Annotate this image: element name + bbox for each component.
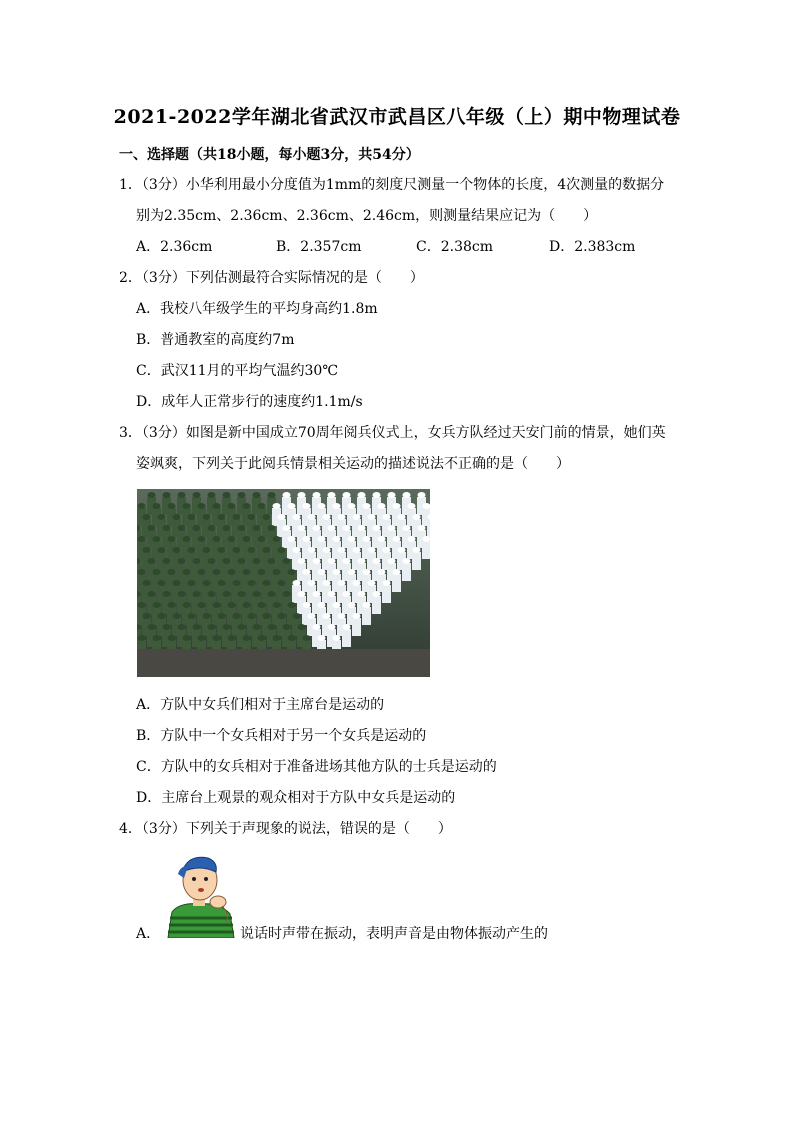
soldier-cap [338,613,346,619]
soldier-cap [153,635,161,641]
soldier-figure [342,629,351,647]
q2-stem: 2．（3分）下列估测最符合实际情况的是（ ） [119,270,424,286]
soldier-cap [228,536,236,542]
soldier-cap [298,591,306,597]
soldier-cap [158,580,166,586]
soldier-cap [163,624,171,630]
soldier-cap [183,536,191,542]
section-heading: 一、选择题（共18小题，每小题3分，共54分） [119,147,420,163]
soldier-figure [412,552,421,570]
soldier-cap [268,591,276,597]
soldier-cap [183,602,191,608]
soldier-cap [203,514,211,520]
soldier-cap [323,580,331,586]
soldier-cap [168,569,176,575]
parade-photo [137,489,430,677]
q1-stem-line1: 1．（3分）小华利用最小分度值为1mm的刻度尺测量一个物体的长度，4次测量的数据分 [119,177,665,193]
soldier-cap [318,536,326,542]
soldier-cap [198,569,206,575]
soldier-cap [238,624,246,630]
soldier-cap [408,536,416,542]
soldier-cap [208,591,216,597]
soldier-cap [223,624,231,630]
soldier-cap [153,569,161,575]
soldier-cap [313,624,321,630]
soldier-cap [258,602,266,608]
soldier-cap [153,602,161,608]
q3-option-b: B．方队中一个女兵相对于另一个女兵是运动的 [136,728,427,744]
soldier-cap [193,492,201,498]
soldier-cap [368,547,376,553]
soldier-cap [368,514,376,520]
soldier-cap [178,591,186,597]
soldier-cap [353,514,361,520]
soldier-cap [223,591,231,597]
soldier-cap [188,613,196,619]
soldier-cap [233,613,241,619]
soldier-cap [238,492,246,498]
soldier-cap [228,602,236,608]
soldier-cap [228,569,236,575]
soldier-cap [328,558,336,564]
soldier-cap [188,514,196,520]
q4-option-a-label: A． [136,926,161,942]
soldier-cap [188,580,196,586]
soldier-cap [213,602,221,608]
soldier-cap [333,536,341,542]
soldier-cap [373,591,381,597]
soldier-cap [308,580,316,586]
soldier-cap [148,558,156,564]
soldier-cap [378,536,386,542]
soldier-cap [408,503,416,509]
soldier-cap [153,503,161,509]
soldier-cap [163,492,171,498]
soldier-cap [313,591,321,597]
soldier-cap [143,613,151,619]
soldier-cap [353,547,361,553]
soldier-cap [263,514,271,520]
soldier-cap [143,580,151,586]
q4-stem: 4．（3分）下列关于声现象的说法，错误的是（ ） [119,821,452,837]
soldier-cap [138,635,146,641]
soldier-cap [138,503,146,509]
soldier-cap [373,558,381,564]
soldier-cap [223,525,231,531]
soldier-cap [303,635,311,641]
soldier-cap [333,503,341,509]
soldier-cap [148,492,156,498]
soldier-cap [378,503,386,509]
soldier-cap [168,503,176,509]
soldier-cap [303,602,311,608]
speaking-boy-illustration [160,852,240,938]
soldier-cap [268,525,276,531]
soldier-cap [248,514,256,520]
soldier-cap [293,580,301,586]
soldier-cap [308,547,316,553]
soldier-figure [402,563,411,581]
soldier-cap [308,514,316,520]
soldier-cap [283,558,291,564]
soldier-cap [258,569,266,575]
soldier-cap [178,624,186,630]
soldier-cap [253,492,261,498]
soldier-cap [138,569,146,575]
soldier-figure [352,618,361,636]
soldier-cap [383,514,391,520]
q2-option-a: A．我校八年级学生的平均身高约1.8m [136,301,378,317]
soldier-cap [318,635,326,641]
soldier-cap [148,624,156,630]
soldier-figure [362,607,371,625]
soldier-cap [273,569,281,575]
soldier-cap [223,492,231,498]
soldier-cap [283,624,291,630]
soldier-cap [328,492,336,498]
soldier-cap [313,525,321,531]
soldier-cap [393,503,401,509]
soldier-cap [263,613,271,619]
soldier-cap [378,569,386,575]
soldier-cap [338,580,346,586]
soldier-cap [418,492,426,498]
q1-stem-line2: 别为2.35cm、2.36cm、2.36cm、2.46cm，则测量结果应记为（ ） [136,208,598,224]
soldier-cap [323,547,331,553]
soldier-cap [208,624,216,630]
soldier-cap [248,547,256,553]
soldier-cap [253,624,261,630]
soldier-cap [233,514,241,520]
soldier-cap [313,558,321,564]
soldier-cap [373,525,381,531]
soldier-cap [243,602,251,608]
soldier-cap [203,613,211,619]
soldier-cap [138,536,146,542]
soldier-cap [288,503,296,509]
soldier-cap [188,547,196,553]
soldier-cap [248,580,256,586]
soldier-cap [318,602,326,608]
soldier-cap [213,503,221,509]
soldier-figure [372,596,381,614]
soldier-cap [383,580,391,586]
soldier-cap [268,492,276,498]
q3-stem-line1: 3．（3分）如图是新中国成立70周年阅兵仪式上，女兵方队经过天安门前的情景，她们英 [119,425,666,441]
soldier-cap [343,591,351,597]
soldier-cap [298,624,306,630]
soldier-cap [348,536,356,542]
soldier-cap [178,492,186,498]
soldier-cap [328,591,336,597]
soldier-cap [303,569,311,575]
soldier-cap [148,525,156,531]
soldier-cap [278,580,286,586]
soldier-cap [253,591,261,597]
soldier-cap [213,536,221,542]
soldier-cap [163,525,171,531]
soldier-cap [143,547,151,553]
soldier-figure [392,574,401,592]
soldier-cap [243,635,251,641]
soldier-cap [253,558,261,564]
soldier-cap [163,591,171,597]
q1-option-a: A．2.36cm [136,239,213,255]
soldier-cap [243,536,251,542]
soldier-cap [348,569,356,575]
soldier-cap [358,525,366,531]
soldier-cap [358,591,366,597]
q1-option-b: B．2.357cm [276,239,362,255]
soldier-cap [158,613,166,619]
soldier-cap [268,624,276,630]
soldier-cap [163,558,171,564]
q3-option-d: D．主席台上观景的观众相对于方队中女兵是运动的 [136,790,456,806]
soldier-cap [338,547,346,553]
soldier-cap [283,591,291,597]
soldier-cap [358,492,366,498]
soldier-cap [293,613,301,619]
soldier-cap [198,503,206,509]
soldier-cap [303,536,311,542]
soldier-cap [143,514,151,520]
soldier-cap [233,547,241,553]
soldier-cap [248,613,256,619]
q1-option-d: D．2.383cm [549,239,636,255]
soldier-cap [403,492,411,498]
soldier-cap [358,558,366,564]
soldier-cap [183,569,191,575]
soldier-cap [198,602,206,608]
soldier-cap [243,503,251,509]
soldier-cap [238,558,246,564]
speaking-boy-graphic [160,852,240,938]
soldier-cap [303,503,311,509]
soldier-cap [413,547,421,553]
soldier-cap [183,503,191,509]
soldier-cap [218,514,226,520]
soldier-cap [228,503,236,509]
soldier-cap [333,569,341,575]
soldier-cap [323,613,331,619]
soldier-cap [418,525,426,531]
soldier-cap [243,569,251,575]
soldier-cap [193,591,201,597]
soldier-cap [273,536,281,542]
soldier-cap [363,569,371,575]
soldier-cap [278,547,286,553]
soldier-cap [258,536,266,542]
soldier-cap [288,569,296,575]
soldier-cap [283,492,291,498]
soldier-cap [218,547,226,553]
soldier-cap [193,525,201,531]
soldier-cap [383,547,391,553]
soldier-cap [168,602,176,608]
soldier-cap [173,580,181,586]
soldier-cap [208,525,216,531]
soldier-cap [193,558,201,564]
soldier-cap [298,492,306,498]
soldier-cap [193,624,201,630]
soldier-cap [253,525,261,531]
soldier-cap [138,602,146,608]
soldier-cap [273,602,281,608]
soldier-cap [213,635,221,641]
soldier-cap [218,580,226,586]
soldier-cap [343,558,351,564]
soldier-cap [318,569,326,575]
soldier-cap [283,525,291,531]
soldier-cap [263,580,271,586]
soldier-cap [258,503,266,509]
soldier-cap [313,492,321,498]
soldier-cap [298,525,306,531]
soldier-cap [273,503,281,509]
q2-option-c: C．武汉11月的平均气温约30℃ [136,363,339,379]
soldier-cap [368,580,376,586]
soldier-cap [388,558,396,564]
soldier-cap [278,514,286,520]
q3-option-a: A．方队中女兵们相对于主席台是运动的 [136,697,385,713]
soldier-cap [288,602,296,608]
soldier-cap [158,547,166,553]
soldier-cap [228,635,236,641]
q1-options [136,237,635,257]
soldier-cap [343,525,351,531]
soldier-cap [413,514,421,520]
soldier-cap [293,514,301,520]
soldier-cap [168,536,176,542]
soldier-cap [268,558,276,564]
soldier-cap [338,514,346,520]
soldier-cap [233,580,241,586]
q3-option-c: C．方队中的女兵相对于准备进场其他方队的士兵是运动的 [136,759,497,775]
q2-option-d: D．成年人正常步行的速度约1.1m/s [136,394,363,410]
soldier-cap [403,558,411,564]
exam-title: 2021-2022学年湖北省武汉市武昌区八年级（上）期中物理试卷 [113,106,681,128]
soldier-cap [213,569,221,575]
soldier-cap [208,558,216,564]
soldier-cap [348,602,356,608]
soldier-cap [343,624,351,630]
soldier-cap [353,580,361,586]
soldier-cap [218,613,226,619]
soldier-cap [398,514,406,520]
soldier-cap [298,558,306,564]
q4-option-a-text: 说话时声带在振动，表明声音是由物体振动产生的 [240,926,548,942]
soldier-figure [382,585,391,603]
parade-photo-graphic [137,489,430,677]
soldier-cap [273,635,281,641]
soldier-cap [178,558,186,564]
soldier-cap [258,635,266,641]
soldier-cap [168,635,176,641]
soldier-cap [238,591,246,597]
soldier-cap [223,558,231,564]
soldier-cap [153,536,161,542]
soldier-cap [208,492,216,498]
soldier-cap [288,536,296,542]
soldier-cap [148,591,156,597]
soldier-cap [373,492,381,498]
soldier-cap [263,547,271,553]
soldier-cap [328,624,336,630]
soldier-cap [173,514,181,520]
soldier-cap [363,503,371,509]
soldier-cap [308,613,316,619]
soldier-cap [288,635,296,641]
soldier-figure [427,519,430,537]
soldier-cap [173,613,181,619]
soldier-cap [333,635,341,641]
q1-option-c: C．2.38cm [416,239,493,255]
soldier-cap [393,536,401,542]
soldier-cap [328,525,336,531]
soldier-cap [348,503,356,509]
soldier-cap [198,635,206,641]
q2-option-b: B．普通教室的高度约7m [136,332,295,348]
soldier-cap [363,536,371,542]
soldier-cap [343,492,351,498]
soldier-figure [422,541,430,559]
soldier-cap [198,536,206,542]
soldier-cap [323,514,331,520]
soldier-cap [353,613,361,619]
soldier-cap [183,635,191,641]
q3-stem-line2: 姿飒爽，下列关于此阅兵情景相关运动的描述说法不正确的是（ ） [136,456,570,472]
soldier-cap [178,525,186,531]
soldier-cap [278,613,286,619]
soldier-cap [173,547,181,553]
soldier-cap [393,569,401,575]
soldier-cap [388,525,396,531]
soldier-cap [238,525,246,531]
soldier-cap [388,492,396,498]
soldier-cap [398,547,406,553]
soldier-cap [203,580,211,586]
soldier-cap [293,547,301,553]
soldier-cap [158,514,166,520]
soldier-cap [333,602,341,608]
soldier-cap [403,525,411,531]
soldier-cap [363,602,371,608]
soldier-cap [203,547,211,553]
soldier-cap [318,503,326,509]
